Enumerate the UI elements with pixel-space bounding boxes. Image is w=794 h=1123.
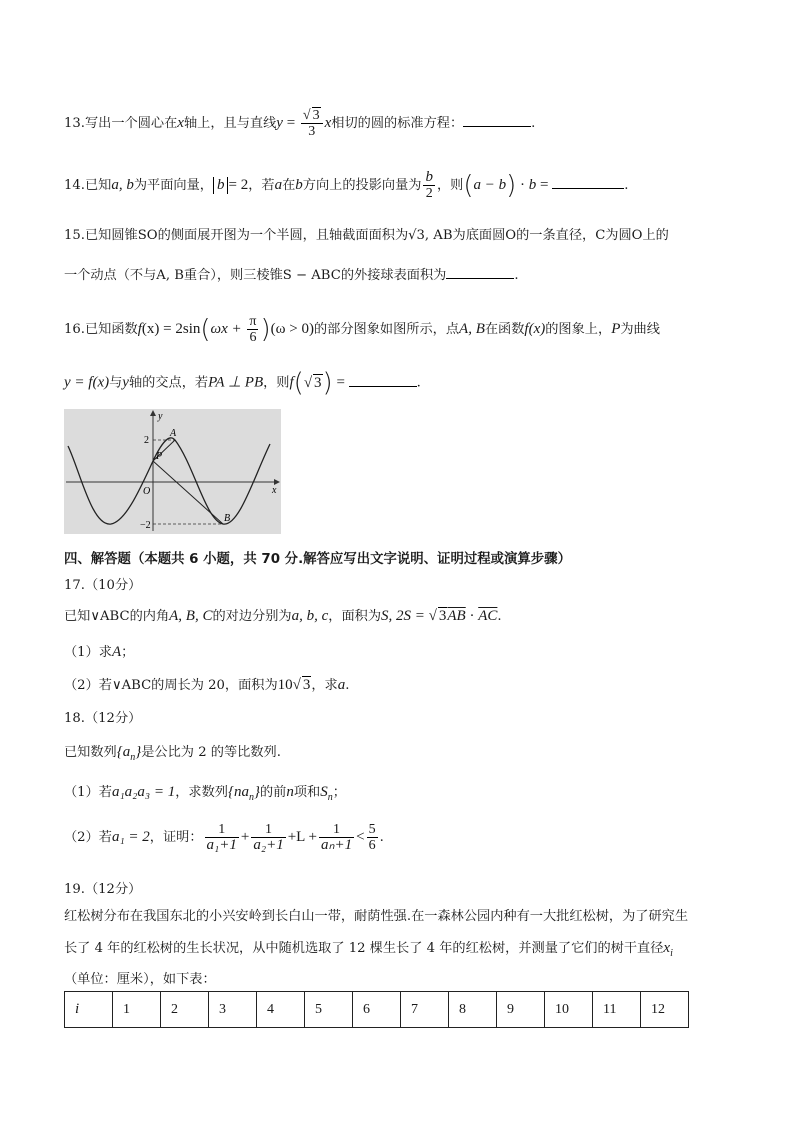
q17-p1-text: （1）求 xyxy=(64,645,112,660)
q16-f: f xyxy=(137,321,142,337)
q17-dot: · xyxy=(465,608,479,624)
graph-label-x: x xyxy=(272,485,277,496)
q17-p2-end: . xyxy=(345,678,350,693)
q18-p1d: {na xyxy=(227,784,249,800)
q13-eq: = xyxy=(282,115,299,131)
q18-p1ds: n xyxy=(248,792,254,803)
q16-P: P xyxy=(611,321,621,337)
table-cell: 5 xyxy=(305,992,353,1028)
graph-label-O: O xyxy=(143,486,151,497)
q18-an-end: } xyxy=(135,744,142,760)
q14-b3: b xyxy=(528,177,537,193)
q19-xi: x xyxy=(663,940,671,956)
graph-label-minus2: −2 xyxy=(140,520,151,531)
q17-head: 17.（10分） xyxy=(64,578,142,593)
graph-label-B: B xyxy=(224,513,231,524)
q18-p1g: ； xyxy=(332,785,346,800)
q16-end: . xyxy=(416,375,421,391)
q13-suffix: 相切的圆的标准方程： xyxy=(331,116,464,131)
q17-sqrt3: 3 xyxy=(438,608,447,624)
table-cell: 11 xyxy=(593,992,641,1028)
table-cell: 8 xyxy=(449,992,497,1028)
q18-p2c: ，证明： xyxy=(149,830,203,845)
q14-answer-blank[interactable] xyxy=(552,175,624,189)
q14-a: a xyxy=(274,177,283,193)
q16-l2b: 与 xyxy=(109,375,123,391)
q17-vec-AB: $\overline{AB}$ xyxy=(447,608,466,624)
q16-p4: 的图象上， xyxy=(545,322,612,337)
q16-inner: ωx + xyxy=(210,321,246,337)
q13-x: x xyxy=(177,115,184,131)
q17-part2: （2）若∨ABC的周长为 20，面积为10√ 3，求a. xyxy=(64,677,350,693)
q16-l2a: y = f(x) xyxy=(64,374,110,391)
table-cell: 3 xyxy=(209,992,257,1028)
q13-y: y xyxy=(276,115,283,131)
q17-part1 xyxy=(64,641,134,661)
q14-vectors: a, b xyxy=(111,177,134,193)
q18-frac4: $\frac{5}{6}$ xyxy=(368,822,376,853)
graph-label-2: 2 xyxy=(144,435,149,446)
q18-an-sub: n xyxy=(130,752,136,763)
q17-stmt-a: 已知∨ABC的内角 xyxy=(64,609,170,624)
q13-x2: x xyxy=(324,115,332,131)
q18-stmt-b: 是公比为 2 的等比数列. xyxy=(141,745,281,760)
q18-frac1: $\frac{1}{\text{a₁+1}}$ xyxy=(206,822,237,853)
q19-xi-sub: i xyxy=(670,948,673,959)
q16-l2d: PA ⊥ PB xyxy=(208,374,264,391)
q19-line2-text: 长了 4 年的红松树的生长状况，从中随机选取了 12 棵生长了 4 年的红松树，并测量了它们的树干直径 xyxy=(64,941,664,956)
q16-p1: 16.已知函数 xyxy=(64,322,138,337)
q16-l2y: y xyxy=(122,374,129,391)
q14-prefix: 14.已知 xyxy=(64,178,112,193)
q14-fraction: $\frac{b}{2}$ xyxy=(425,169,433,201)
q18-dots: +L + xyxy=(287,829,317,845)
table-cell: 6 xyxy=(353,992,401,1028)
q14-b: b xyxy=(295,177,303,193)
q13-line xyxy=(64,108,535,139)
q17-p2-ask: ，求 xyxy=(311,678,338,693)
q18-p1b: a₁a₂a₃ = 1 xyxy=(111,784,176,800)
q18-part2 xyxy=(64,822,384,853)
q14-line: 14.已知a, b为平面向量， b = 2，若a在b方向上的投影向量为 $\frac{b}{2}$ ，则(a − b) · b = . xyxy=(64,169,629,201)
q18-lt: < xyxy=(356,829,365,845)
q15-line2-text: 一个动点（不与A, B重合），则三棱锥S − ABC的外接球表面积为 xyxy=(64,268,447,283)
q15-end: . xyxy=(514,268,519,283)
q17-ABC: A, B, C xyxy=(169,608,213,624)
q18-plus: + xyxy=(240,829,250,845)
q14-eq: = 2 xyxy=(228,177,249,193)
q17-p2-a: a xyxy=(337,677,346,693)
q16-l2h: = xyxy=(332,374,349,391)
q14-end: . xyxy=(624,178,629,193)
q18-p2b: a₁ = 2 xyxy=(111,829,150,845)
q19-line2 xyxy=(64,937,673,959)
q15-answer-blank[interactable] xyxy=(446,265,514,279)
graph-label-A: A xyxy=(170,428,177,439)
q13-end: . xyxy=(531,116,536,131)
table-cell: 10 xyxy=(545,992,593,1028)
q16-x1: (x) = 2sin xyxy=(141,321,201,337)
q18-p1n: n xyxy=(286,784,294,800)
q17-p1-A: A xyxy=(111,644,122,660)
q16-fx: f(x) xyxy=(524,321,546,337)
q15-line2 xyxy=(64,264,519,283)
q19-data-table xyxy=(64,991,689,1028)
q16-graph-figure xyxy=(64,409,281,534)
table-row xyxy=(65,992,689,1028)
q18-head: 18.（12分） xyxy=(64,711,142,726)
q14-t2: ，若 xyxy=(248,178,275,193)
q18-p1f: 项和 xyxy=(293,785,321,800)
q13-mid: 轴上，且与直线 xyxy=(183,116,277,131)
q16-l2e: ，则 xyxy=(263,375,290,391)
q17-stmt-c: ，面积为 xyxy=(328,609,382,624)
q16-l2c: 轴的交点，若 xyxy=(128,375,209,391)
q16-p3: 在函数 xyxy=(484,322,525,337)
q18-stmt-a: 已知数列 xyxy=(64,745,117,760)
q18-statement xyxy=(64,741,281,763)
q18-an: {a xyxy=(116,744,131,760)
q13-frac-den: 3 xyxy=(308,124,316,139)
section-4-heading: 四、解答题（本题共 6 小题，共 70 分.解答应写出文字说明、证明过程或演算步骤） xyxy=(64,552,571,567)
q16-l2g: 3 xyxy=(314,374,322,391)
q18-part1 xyxy=(64,781,346,803)
q14-expr: a − b xyxy=(473,177,507,193)
q18-p1S: S xyxy=(320,784,328,800)
q18-p2a: （2）若 xyxy=(64,830,112,845)
q16-p5: 为曲线 xyxy=(620,322,660,337)
q14-t3: 在 xyxy=(282,178,296,193)
q17-p2-10: 10 xyxy=(277,677,293,693)
q18-end: . xyxy=(379,830,384,845)
q16-answer-blank[interactable] xyxy=(349,373,417,387)
q17-vec-AC: $\overline{AC}$ xyxy=(478,608,498,624)
q16-cond: (ω > 0) xyxy=(270,321,314,337)
q19-head: 19.（12分） xyxy=(64,882,142,897)
q14-abs-b: b xyxy=(213,177,229,194)
q17-p1-end: ； xyxy=(121,645,135,660)
q18-p1Ss: n xyxy=(327,792,333,803)
q17-S: S, 2S = xyxy=(381,608,429,624)
q16-pi-fraction: $\frac{\pi}{6}$ xyxy=(249,314,257,345)
q17-stmt-b: 的对边分别为 xyxy=(212,609,292,624)
q16-line1: 16.已知函数f(x) = 2sin(ωx + $\frac{\pi}{6}$ )(ω > 0)的部分图象如图所示，点A, B在函数f(x)的图象上，P为曲线 xyxy=(64,314,660,345)
q13-frac-num: 3 xyxy=(312,108,320,123)
q17-abc: a, b, c xyxy=(291,608,329,624)
q18-frac3: $\frac{1}{\text{aₙ+1}}$ xyxy=(320,822,353,853)
q17-p2-text: （2）若∨ABC的周长为 20，面积为 xyxy=(64,678,278,693)
q18-p1a: （1）若 xyxy=(64,785,112,800)
q13-fraction: $\frac{√ 3}{3}$ xyxy=(301,108,323,139)
table-cell: 12 xyxy=(641,992,689,1028)
q14-dot: · xyxy=(516,177,529,193)
table-cell: 4 xyxy=(257,992,305,1028)
table-cell: 1 xyxy=(113,992,161,1028)
q19-line3: （单位：厘米），如下表： xyxy=(64,972,216,987)
table-cell: 9 xyxy=(497,992,545,1028)
q14-t5: ，则 xyxy=(436,178,464,193)
q14-t1: 为平面向量， xyxy=(133,178,213,193)
q14-t4: 方向上的投影向量为 xyxy=(302,178,422,193)
q17-statement: 已知∨ABC的内角A, B, C的对边分别为a, b, c，面积为S, 2S = √ $3\overline{AB} \cdot \overline{AC}$. xyxy=(64,608,502,624)
q18-p1c: ，求数列 xyxy=(175,785,228,800)
graph-label-y: y xyxy=(158,411,163,422)
q15-line1: 15.已知圆锥SO的侧面展开图为一个半圆，且轴截面面积为√3, AB为底面圆O的一条直径，C为圆O上的 xyxy=(64,228,669,243)
q17-p2-sqrt3: 3 xyxy=(302,677,311,693)
q18-frac2: $\frac{1}{\text{a₂+1}}$ xyxy=(253,822,284,853)
q13-prefix: 13.写出一个圆心在 xyxy=(64,116,178,131)
q18-p1de: } xyxy=(253,784,260,800)
q16-ab: A, B xyxy=(459,321,485,337)
q18-p1e: 的前 xyxy=(259,785,287,800)
graph-label-P: P xyxy=(156,451,163,462)
q19-line1: 红松树分布在我国东北的小兴安岭到长白山一带，耐荫性强.在一森林公园内种有一大批红松树，为了研究生 xyxy=(64,909,689,924)
table-cell: 2 xyxy=(161,992,209,1028)
q17-end: . xyxy=(497,609,502,624)
q14-t6: = xyxy=(536,177,553,193)
table-cell: 7 xyxy=(401,992,449,1028)
q13-answer-blank[interactable] xyxy=(463,113,531,127)
q16-p2: 的部分图象如图所示，点 xyxy=(313,322,460,337)
q16-line2: y = f(x)与y轴的交点，若PA ⊥ PB，则f(√ 3) = . xyxy=(64,368,421,398)
table-header-i: i xyxy=(65,992,113,1028)
q16-l2f: f xyxy=(289,374,294,391)
